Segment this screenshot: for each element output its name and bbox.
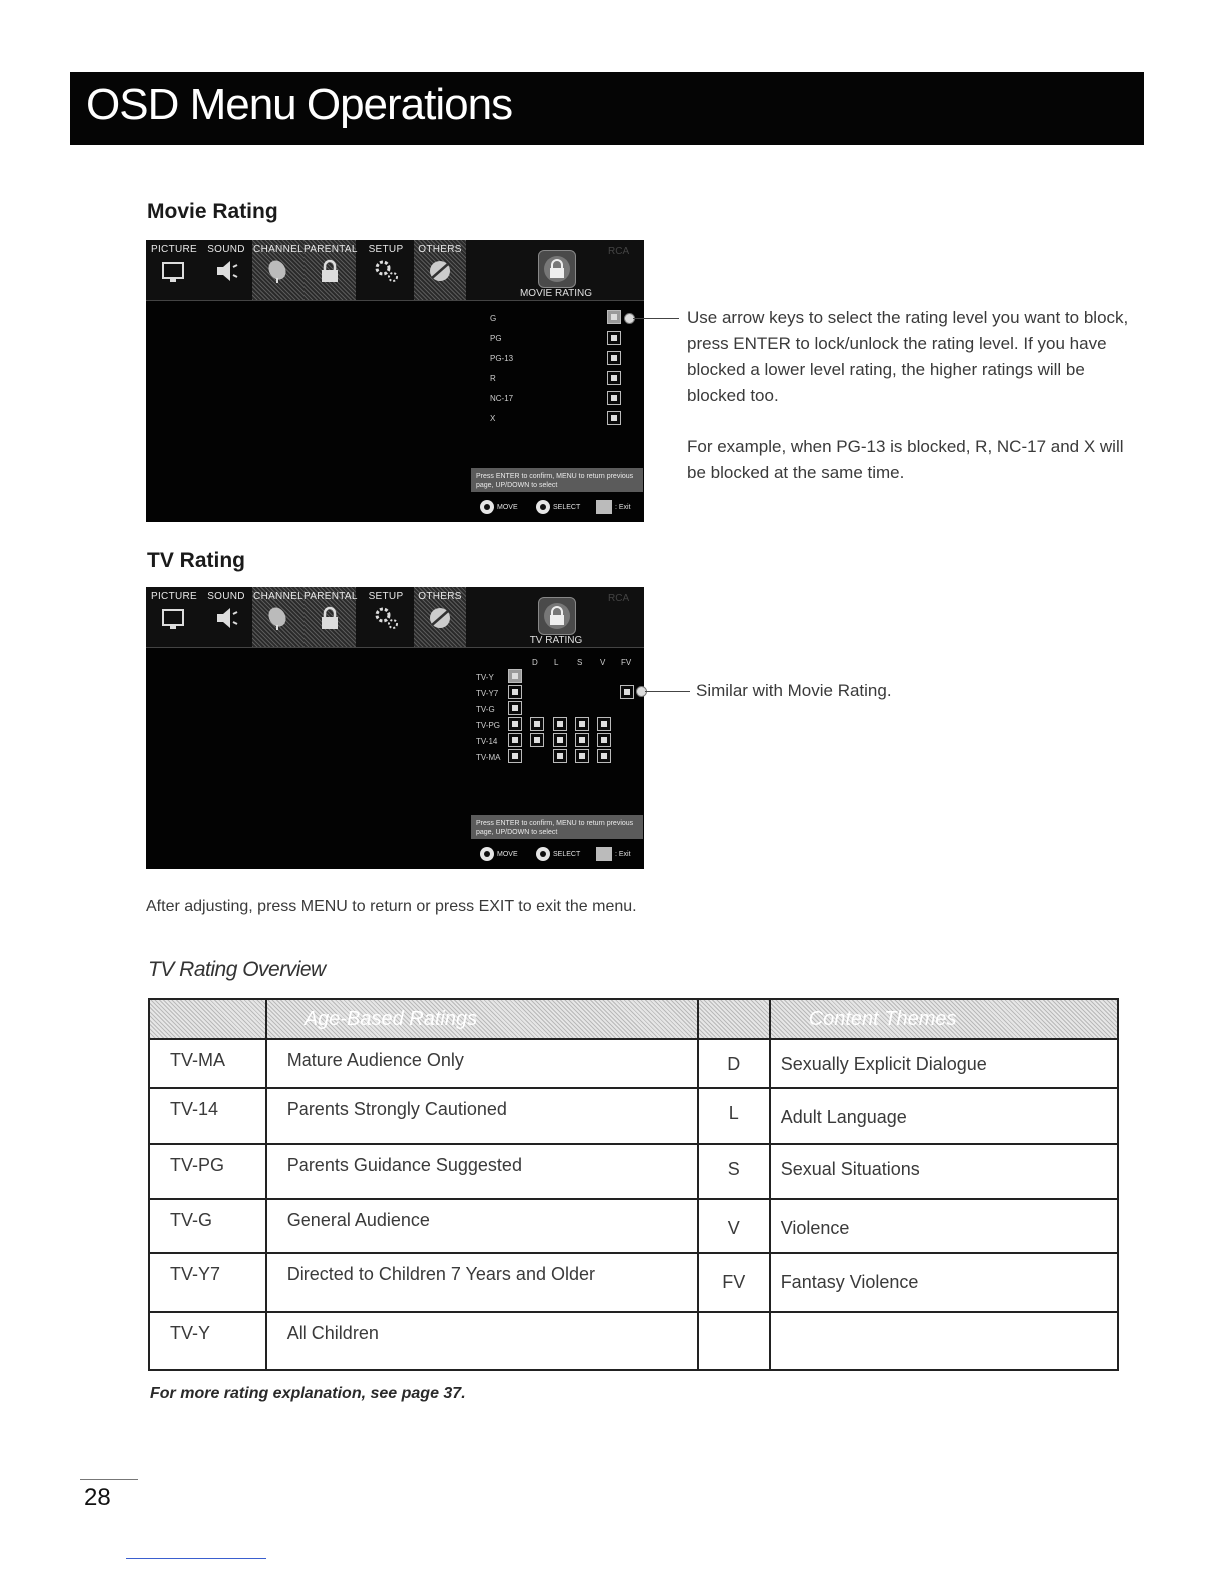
parental-lock-icon	[538, 597, 576, 635]
padlock-icon	[317, 258, 343, 284]
tv-rating-label: TV-MA	[476, 753, 501, 762]
rating-description: Parents Strongly Cautioned	[266, 1088, 698, 1144]
lock-toggle[interactable]	[553, 717, 567, 731]
others-icon	[427, 605, 453, 631]
tv-rating-osd-screen	[146, 587, 644, 869]
osd-menu-bar	[146, 587, 644, 648]
tv-rating-description: Similar with Movie Rating.	[696, 681, 892, 700]
parental-lock-icon	[538, 250, 576, 288]
theme-description: Fantasy Violence	[770, 1253, 1118, 1312]
tab-setup[interactable]: SETUP	[360, 587, 412, 647]
tab-setup[interactable]: SETUP	[360, 240, 412, 300]
lock-toggle[interactable]	[508, 717, 522, 731]
theme-description: Adult Language	[770, 1088, 1118, 1144]
rating-description: All Children	[266, 1312, 698, 1370]
column-header: L	[554, 658, 559, 667]
lock-toggle[interactable]	[553, 733, 567, 747]
theme-code: D	[698, 1039, 770, 1088]
theme-code: S	[698, 1144, 770, 1199]
tv-rating-label: TV-14	[476, 737, 498, 746]
tab-channel[interactable]: CHANNEL	[252, 587, 304, 647]
osd-page-caption: MOVIE RATING	[519, 288, 593, 299]
table-header-cell	[698, 999, 770, 1039]
dpad-icon	[480, 500, 494, 514]
column-header: S	[577, 658, 583, 667]
bottom-link-underline	[126, 1558, 266, 1559]
rating-code: TV-G	[149, 1199, 266, 1253]
osd-footer-select: SELECT	[536, 847, 580, 861]
others-icon	[427, 258, 453, 284]
table-row	[149, 1199, 1118, 1253]
gears-icon	[373, 258, 399, 284]
content-themes-header: Content Themes	[770, 999, 1118, 1039]
theme-description	[770, 1312, 1118, 1370]
rating-label: PG	[490, 334, 502, 343]
lock-toggle[interactable]	[607, 310, 621, 324]
page-banner	[70, 72, 1144, 145]
osd-menu-bar	[146, 240, 644, 301]
movie-rating-example: For example, when PG-13 is blocked, R, NC-17 and X will be blocked at the same time.	[687, 437, 1124, 482]
rating-description: Mature Audience Only	[266, 1039, 698, 1088]
lock-toggle[interactable]	[508, 733, 522, 747]
after-adjusting-note: After adjusting, press MENU to return or press EXIT to exit the menu.	[146, 898, 637, 915]
exit-button-icon	[596, 500, 612, 514]
tab-picture[interactable]: PICTURE	[148, 240, 200, 300]
rating-label: PG-13	[490, 354, 514, 363]
column-header: D	[532, 658, 538, 667]
table-row	[149, 1039, 1118, 1088]
lock-toggle[interactable]	[508, 685, 522, 699]
theme-code: V	[698, 1199, 770, 1253]
tv-rating-label: TV-PG	[476, 721, 501, 730]
lock-toggle[interactable]	[607, 331, 621, 345]
lock-toggle[interactable]	[508, 669, 522, 683]
overview-title: TV Rating Overview	[148, 958, 326, 981]
lock-toggle[interactable]	[575, 717, 589, 731]
osd-footer-exit: : Exit	[596, 500, 631, 514]
speaker-icon	[213, 258, 239, 284]
lock-toggle[interactable]	[597, 733, 611, 747]
tab-picture[interactable]: PICTURE	[148, 587, 200, 647]
page-number: 28	[84, 1484, 111, 1511]
osd-footer-exit: : Exit	[596, 847, 631, 861]
page-number-rule	[80, 1479, 138, 1480]
rating-description: Parents Guidance Suggested	[266, 1144, 698, 1199]
movie-rating-heading: Movie Rating	[147, 200, 278, 223]
table-row	[149, 1253, 1118, 1312]
lock-toggle[interactable]	[508, 701, 522, 715]
page-title: OSD Menu Operations	[86, 80, 513, 129]
satellite-dish-icon	[265, 258, 291, 284]
table-header-cell	[149, 999, 266, 1039]
tv-rating-label: TV-G	[476, 705, 495, 714]
tv-rating-label: TV-Y7	[476, 689, 499, 698]
tv-rating-label: TV-Y	[476, 673, 494, 682]
column-header: FV	[621, 658, 632, 667]
theme-code	[698, 1312, 770, 1370]
osd-hint-box: Press ENTER to confirm, MENU to return previous page, UP/DOWN to select	[471, 468, 643, 492]
movie-rating-instructions: Use arrow keys to select the rating level you want to block, press ENTER to lock/unlock the rating level. If you have blocked a lower level rating, the higher ratings will be blocked too.	[687, 308, 1129, 405]
enter-button-icon	[536, 500, 550, 514]
table-row	[149, 1312, 1118, 1370]
table-row	[149, 1088, 1118, 1144]
lock-toggle[interactable]	[607, 351, 621, 365]
speaker-icon	[213, 605, 239, 631]
tv-rating-overview-table	[148, 998, 1119, 1371]
satellite-dish-icon	[265, 605, 291, 631]
lock-toggle[interactable]	[530, 733, 544, 747]
rating-code: TV-14	[149, 1088, 266, 1144]
tab-others[interactable]: OTHERS	[414, 587, 466, 647]
movie-rating-osd-screen	[146, 240, 644, 522]
tv-icon	[161, 258, 187, 284]
rating-label: X	[490, 414, 496, 423]
gears-icon	[373, 605, 399, 631]
callout-line	[645, 691, 690, 692]
lock-toggle[interactable]	[575, 733, 589, 747]
theme-description: Sexual Situations	[770, 1144, 1118, 1199]
tab-parental[interactable]: PARENTAL	[304, 587, 356, 647]
brand-logo: RCA	[608, 246, 630, 257]
tab-channel[interactable]: CHANNEL	[252, 240, 304, 300]
rating-code: TV-PG	[149, 1144, 266, 1199]
overview-footnote: For more rating explanation, see page 37.	[150, 1385, 466, 1402]
callout-line	[633, 318, 679, 319]
brand-logo: RCA	[608, 593, 630, 604]
tab-others[interactable]: OTHERS	[414, 240, 466, 300]
lock-toggle[interactable]	[607, 371, 621, 385]
rating-code: TV-MA	[149, 1039, 266, 1088]
lock-toggle[interactable]	[607, 391, 621, 405]
lock-toggle[interactable]	[530, 717, 544, 731]
age-based-ratings-header: Age-Based Ratings	[266, 999, 698, 1039]
lock-toggle[interactable]	[597, 749, 611, 763]
osd-footer-move: MOVE	[480, 500, 518, 514]
osd-page-caption: TV RATING	[529, 635, 583, 646]
lock-toggle[interactable]	[597, 717, 611, 731]
theme-code: L	[698, 1088, 770, 1144]
theme-description: Violence	[770, 1199, 1118, 1253]
exit-button-icon	[596, 847, 612, 861]
column-header: V	[600, 658, 606, 667]
table-header-row	[149, 999, 1118, 1039]
table-row	[149, 1144, 1118, 1199]
rating-description: Directed to Children 7 Years and Older	[266, 1253, 698, 1312]
tv-icon	[161, 605, 187, 631]
rating-description: General Audience	[266, 1199, 698, 1253]
tv-rating-heading: TV Rating	[147, 549, 245, 572]
enter-button-icon	[536, 847, 550, 861]
lock-toggle[interactable]	[508, 749, 522, 763]
lock-toggle[interactable]	[620, 685, 634, 699]
lock-toggle[interactable]	[607, 411, 621, 425]
lock-toggle[interactable]	[553, 749, 567, 763]
padlock-icon	[317, 605, 343, 631]
osd-footer-move: MOVE	[480, 847, 518, 861]
rating-label: NC-17	[490, 394, 514, 403]
lock-toggle[interactable]	[575, 749, 589, 763]
osd-hint-box: Press ENTER to confirm, MENU to return previous page, UP/DOWN to select	[471, 815, 643, 839]
theme-description: Sexually Explicit Dialogue	[770, 1039, 1118, 1088]
tab-sound[interactable]: SOUND	[200, 587, 252, 647]
rating-label: G	[490, 314, 497, 323]
dpad-icon	[480, 847, 494, 861]
rating-label: R	[490, 374, 496, 383]
theme-code: FV	[698, 1253, 770, 1312]
rating-code: TV-Y7	[149, 1253, 266, 1312]
tab-parental[interactable]: PARENTAL	[304, 240, 356, 300]
rating-code: TV-Y	[149, 1312, 266, 1370]
osd-footer-select: SELECT	[536, 500, 580, 514]
tab-sound[interactable]: SOUND	[200, 240, 252, 300]
